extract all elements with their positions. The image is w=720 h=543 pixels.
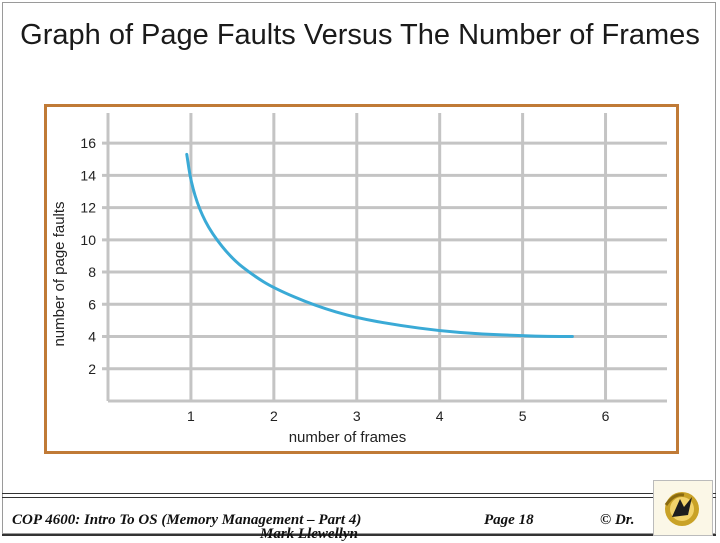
x-tick-label: 1 — [187, 408, 195, 424]
y-tick-label: 14 — [80, 167, 96, 184]
y-axis-title: number of page faults — [51, 201, 68, 347]
footer-author: Mark Llewellyn — [260, 526, 358, 542]
page-fault-chart — [47, 107, 676, 451]
y-tick-label: 8 — [88, 264, 96, 281]
x-tick-label: 5 — [518, 408, 527, 424]
footer-rule — [2, 497, 716, 498]
y-tick-label: 10 — [80, 231, 96, 248]
x-tick-label: 3 — [352, 408, 361, 424]
slide-title: Graph of Page Faults Versus The Number of Frames — [20, 19, 700, 51]
page-fault-curve — [187, 154, 573, 336]
footer-page-number: Page 18 — [484, 512, 534, 528]
x-axis-title: number of frames — [288, 429, 407, 446]
pegasus-logo-icon — [654, 481, 712, 535]
chart-frame — [44, 104, 679, 454]
y-tick-label: 16 — [80, 135, 96, 152]
y-tick-label: 2 — [88, 360, 96, 377]
footer-course-title: COP 4600: Intro To OS (Memory Management – Part 4) — [12, 512, 362, 528]
footer-bar — [2, 493, 716, 541]
y-tick-label: 12 — [80, 199, 96, 216]
x-tick-label: 2 — [269, 408, 278, 424]
x-tick-label: 6 — [601, 408, 610, 424]
footer-author-cut — [2, 526, 716, 542]
university-logo — [653, 480, 713, 536]
y-tick-label: 4 — [88, 328, 96, 345]
footer-copyright: © Dr. — [600, 512, 635, 528]
x-tick-label: 4 — [435, 408, 444, 424]
y-tick-label: 6 — [88, 296, 96, 313]
